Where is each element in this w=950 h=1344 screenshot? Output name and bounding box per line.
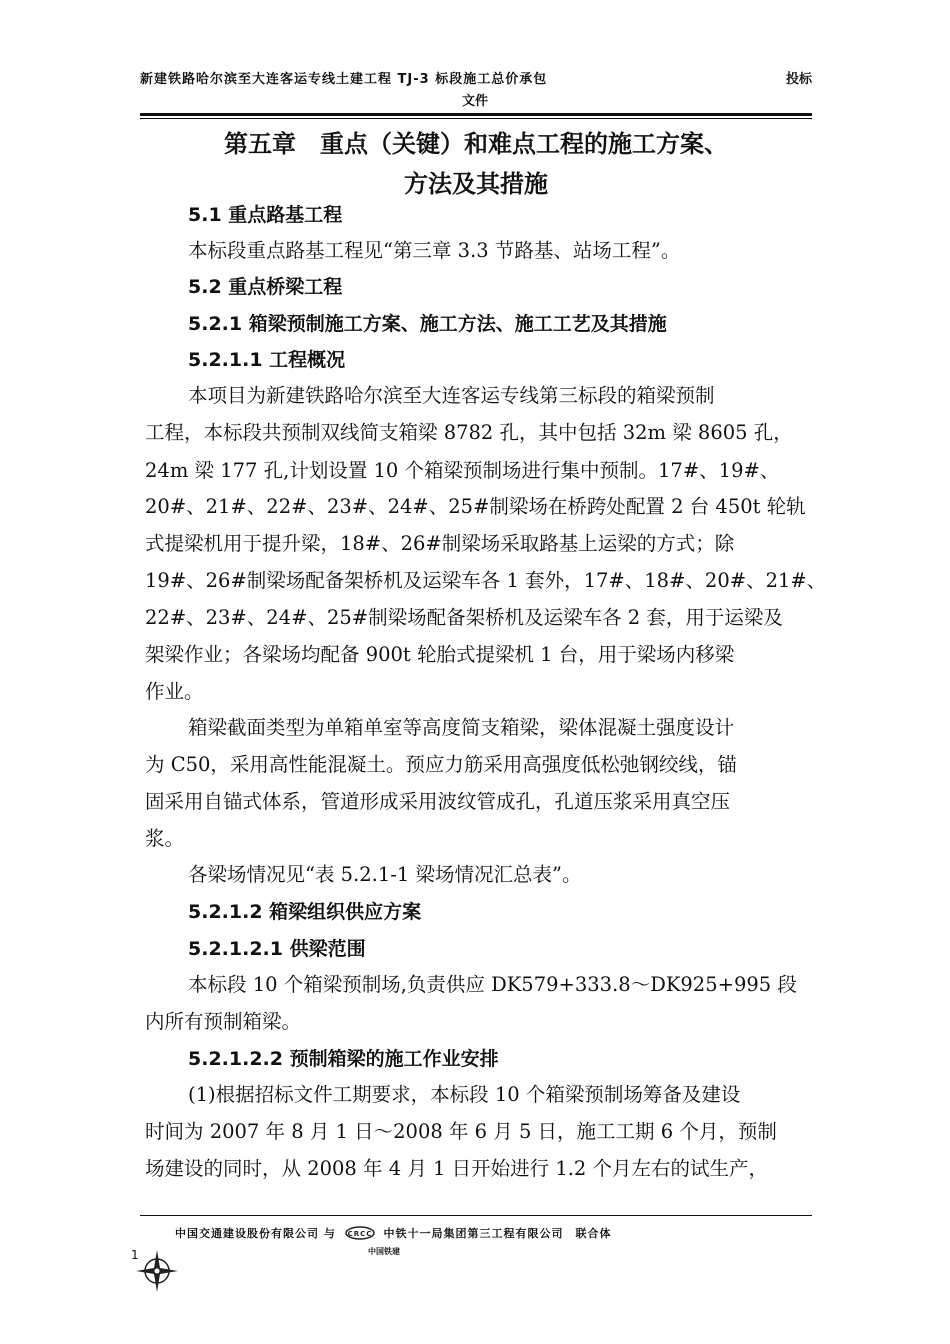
section-heading: 5.2 重点桥梁工程	[188, 276, 343, 298]
header-rule-thick	[140, 113, 812, 116]
paragraph-line: 19#、26#制梁场配备架桥机及运梁车各 1 套外，17#、18#、20#、21#、	[145, 569, 827, 592]
page-header	[140, 68, 812, 109]
header-title: 新建铁路哈尔滨至大连客运专线土建工程 TJ-3 标段施工总价承包	[140, 72, 548, 87]
section-heading: 5.2.1.2.2 预制箱梁的施工作业安排	[188, 1048, 499, 1070]
chapter-title: 第五章 重点（关键）和难点工程的施工方案、	[224, 130, 728, 158]
paragraph-line: 架梁作业；各梁场均配备 900t 轮胎式提梁机 1 台，用于梁场内移梁	[145, 643, 735, 666]
page-footer	[175, 1225, 612, 1243]
paragraph-line: 浆。	[145, 827, 185, 850]
header-right-label: 投标	[785, 72, 812, 87]
footer-company-left: 中国交通建设股份有限公司 与	[175, 1227, 336, 1240]
paragraph-line: 为 C50，采用高性能混凝土。预应力筋采用高强度低松弛钢绞线，锚	[145, 753, 737, 776]
footer-rule	[140, 1215, 812, 1216]
paragraph-line: 24m 梁 177 孔,计划设置 10 个箱梁预制场进行集中预制。17#、19#、	[145, 459, 780, 482]
paragraph-line: 本标段 10 个箱梁预制场,负责供应 DK579+333.8～DK925+995 段	[188, 973, 797, 996]
chapter-title-continued: 方法及其措施	[404, 170, 548, 198]
footer-company-right: 中铁十一局集团第三工程有限公司 联合体	[383, 1227, 612, 1240]
paragraph-line: 各梁场情况见“表 5.2.1-1 梁场情况汇总表”。	[188, 863, 582, 886]
header-title-continued: 文件	[462, 94, 489, 109]
header-rule-thin	[140, 118, 812, 119]
section-heading: 5.2.1.2 箱梁组织供应方案	[188, 901, 422, 923]
section-heading: 5.1 重点路基工程	[188, 204, 343, 226]
paragraph-line: 时间为 2007 年 8 月 1 日～2008 年 6 月 5 日，施工工期 6 个月，预制	[145, 1120, 777, 1143]
logo-text: CRCC	[347, 1229, 373, 1238]
section-heading: 5.2.1 箱梁预制施工方案、施工方法、施工工艺及其措施	[188, 313, 667, 335]
paragraph-line: 22#、23#、24#、25#制梁场配备架桥机及运梁车各 2 套，用于运梁及	[145, 606, 783, 629]
paragraph-line: 固采用自锚式体系，管道形成采用波纹管成孔，孔道压浆采用真空压	[145, 790, 731, 813]
paragraph-line: 本项目为新建铁路哈尔滨至大连客运专线第三标段的箱梁预制	[188, 384, 715, 407]
compass-icon	[134, 1248, 180, 1298]
paragraph-line: (1)根据招标文件工期要求，本标段 10 个箱梁预制场筹备及建设	[188, 1083, 741, 1106]
paragraph-line: 式提梁机用于提升梁，18#、26#制梁场采取路基上运梁的方式；除	[145, 532, 735, 555]
paragraph-line: 内所有预制箱梁。	[145, 1010, 302, 1033]
section-heading: 5.2.1.1 工程概况	[188, 349, 346, 371]
crcc-logo-icon	[345, 1226, 375, 1243]
paragraph-line: 箱梁截面类型为单箱单室等高度简支箱梁，梁体混凝土强度设计	[188, 716, 735, 739]
paragraph-line: 工程，本标段共预制双线简支箱梁 8782 孔，其中包括 32m 梁 8605 孔，	[145, 421, 793, 444]
paragraph-line: 20#、21#、22#、23#、24#、25#制梁场在桥跨处配置 2 台 450t 轮轨	[145, 495, 806, 518]
paragraph-line: 场建设的同时，从 2008 年 4 月 1 日开始进行 1.2 个月左右的试生产，	[145, 1157, 769, 1180]
section-heading: 5.2.1.2.1 供梁范围	[188, 938, 366, 960]
paragraph-line: 本标段重点路基工程见“第三章 3.3 节路基、站场工程”。	[188, 239, 681, 262]
logo-caption: 中国铁建	[368, 1247, 400, 1256]
page-number: 1	[131, 1248, 139, 1262]
paragraph-line: 作业。	[145, 680, 204, 703]
